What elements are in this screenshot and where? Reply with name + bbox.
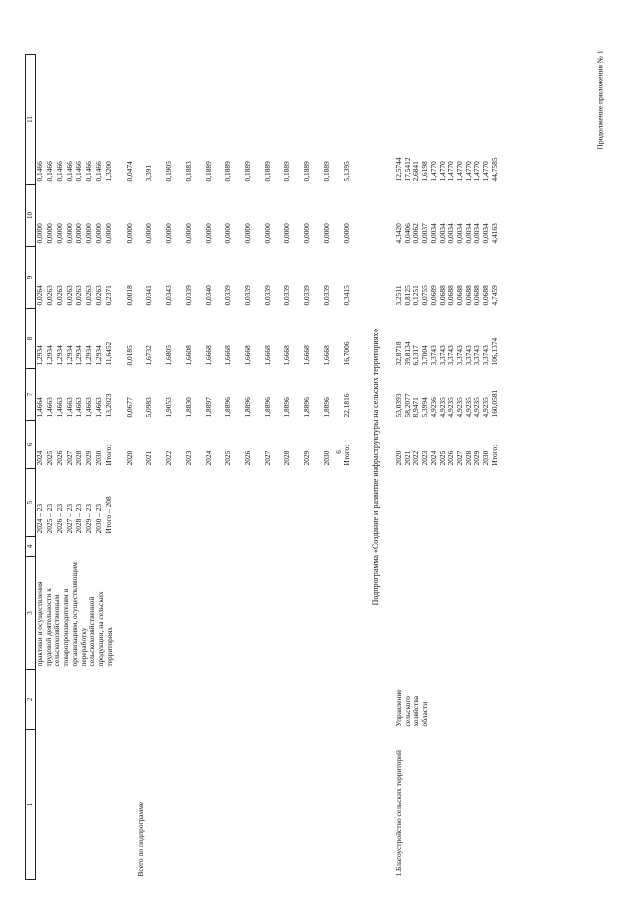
col-header: 6: [26, 421, 36, 469]
indicator-value: Итого – 208: [103, 496, 113, 534]
federal-value: 1,6668: [243, 345, 253, 366]
federal-value: 1,2934: [93, 345, 103, 366]
regional-value: 0,0264: [35, 285, 44, 306]
regional-value: 0,0755: [420, 285, 430, 306]
federal-value: 3,3743: [455, 345, 464, 366]
responsible-executor: Управление сельского хозяйства области: [393, 689, 430, 727]
year-cell: 2028: [74, 450, 84, 466]
total-value: 8,9471: [411, 397, 421, 418]
federal-value: 1,6805: [164, 345, 174, 366]
federal-value: 3,3743: [481, 345, 491, 366]
extrabudget-value: 1,4770: [446, 161, 456, 182]
local-value: 0,0000: [144, 223, 154, 244]
year-cell: 2021: [402, 450, 412, 466]
col-header: 10: [26, 185, 36, 247]
total-value: 13,2023: [103, 393, 113, 418]
local-value: 0,0406: [402, 223, 412, 244]
subprogram-title: Подпрограмма «Создание и развитие инфраструктуры на сельских территориях»: [371, 328, 381, 606]
total-value: 1,8896: [243, 397, 253, 418]
year-cell: 2025: [223, 450, 233, 466]
year-cell: 2023: [420, 450, 430, 466]
col-header: 4: [26, 537, 36, 557]
total-value: 22,1816: [341, 393, 351, 418]
col-header: 8: [26, 309, 36, 369]
local-value: 0,0034: [481, 223, 491, 244]
col-header: 2: [26, 670, 36, 730]
regional-value: 0,0340: [203, 285, 213, 306]
total-value: 1,4663: [84, 397, 94, 418]
year-cell: 2030: [321, 450, 331, 466]
federal-value: 1,6608: [183, 345, 193, 366]
regional-value: 0,0263: [64, 285, 74, 306]
extrabudget-value: 0,1889: [321, 161, 331, 182]
local-value: 0,0000: [44, 223, 54, 244]
extrabudget-value: 1,4770: [463, 161, 473, 182]
extrabudget-value: 0,1466: [35, 161, 44, 182]
local-value: 0,0000: [341, 223, 351, 244]
regional-value: 0,0339: [282, 285, 292, 306]
extrabudget-value: 0,1466: [74, 161, 84, 182]
extrabudget-value: 0,1889: [223, 161, 233, 182]
column-number-row: [26, 55, 36, 880]
federal-value: 1,6668: [321, 345, 331, 366]
regional-value: 0,0341: [144, 285, 154, 306]
indicator-value: 2029 – 23: [84, 503, 94, 534]
total-value: 1,8896: [282, 397, 292, 418]
extrabudget-value: 0,1889: [203, 161, 213, 182]
total-value: 1,8830: [183, 397, 193, 418]
block-rural-improvement: [395, 55, 500, 880]
year-cell: 2022: [164, 450, 174, 466]
extrabudget-value: 0,1466: [54, 161, 64, 182]
extrabudget-value: 1,4770: [481, 161, 491, 182]
local-value: 0,0000: [124, 223, 134, 244]
local-value: 0,0000: [321, 223, 331, 244]
federal-value: 3,3743: [428, 345, 438, 366]
indicator-value: 2027 – 23: [64, 503, 74, 534]
local-value: 0,0034: [472, 223, 482, 244]
col-header: 1: [26, 730, 36, 880]
year-cell: 2023: [183, 450, 193, 466]
col-header: 3: [26, 557, 36, 670]
federal-value: 39,8134: [402, 341, 412, 366]
local-value: 0,0062: [411, 223, 421, 244]
total-value: 4,9236: [428, 397, 438, 418]
regional-value: 0,3415: [341, 285, 351, 306]
extrabudget-value: 1,4770: [437, 161, 447, 182]
extrabudget-value: 12,5744: [393, 157, 403, 182]
indicator-value: 2024 – 23: [35, 503, 44, 534]
year-cell: Итого:: [341, 444, 351, 466]
extrabudget-value: 3,391: [144, 164, 154, 182]
regional-value: 0,0339: [183, 285, 193, 306]
extrabudget-value: 0,1466: [64, 161, 74, 182]
regional-value: 0,2371: [103, 285, 113, 306]
year-cell: 2029: [84, 450, 94, 466]
local-value: 0,0000: [93, 223, 103, 244]
total-value: 1,8896: [321, 397, 331, 418]
year-cell: 2025: [437, 450, 447, 466]
cell-empty: [115, 469, 352, 730]
total-value: 1,4663: [54, 397, 64, 418]
col-header: 5: [26, 469, 36, 537]
federal-value: 1,2934: [35, 345, 44, 366]
extrabudget-value: 44,7585: [489, 157, 499, 182]
local-value: 0,0000: [164, 223, 174, 244]
regional-value: 0,0339: [223, 285, 233, 306]
table-row: [115, 55, 135, 880]
col-header: 7: [26, 369, 36, 421]
year-cell: 2030: [481, 450, 491, 466]
regional-value: 0,0339: [321, 285, 331, 306]
indicator-value: 2028 – 23: [74, 503, 84, 534]
total-value: 1,9053: [164, 397, 174, 418]
local-value: 0,0000: [243, 223, 253, 244]
regional-value: 0,0689: [428, 285, 438, 306]
indicator-value: 2026 – 23: [54, 503, 64, 534]
regional-value: 0,0688: [446, 285, 456, 306]
year-cell: 2027: [262, 450, 272, 466]
total-value: 58,2077: [402, 393, 412, 418]
regional-value: 0,0688: [472, 285, 482, 306]
regional-value: 0,0688: [455, 285, 464, 306]
local-value: 0,0000: [183, 223, 193, 244]
subprogram-total-label: Всего по подпрограмме: [135, 801, 145, 877]
cell-empty: [395, 469, 500, 670]
total-value: 1,4663: [74, 397, 84, 418]
extrabudget-value: 0,1883: [183, 161, 193, 182]
regional-value: 0,0263: [44, 285, 54, 306]
regional-value: 0,0339: [262, 285, 272, 306]
total-value: 4,9235: [455, 397, 464, 418]
local-value: 0,0000: [203, 223, 213, 244]
year-cell: 2024: [203, 450, 213, 466]
indicator-value: 2025 – 23: [44, 503, 54, 534]
rotated-page: [25, 55, 615, 880]
year-cell: 2029: [302, 450, 312, 466]
local-value: 0,0000: [64, 223, 74, 244]
total-value: 4,9235: [437, 397, 447, 418]
year-cell: 2026: [243, 450, 253, 466]
local-value: 0,0037: [420, 223, 430, 244]
total-value: 1,4663: [44, 397, 54, 418]
year-cell: 2026: [54, 450, 64, 466]
extrabudget-value: 0,1889: [282, 161, 292, 182]
federal-value: 1,6668: [302, 345, 312, 366]
year-cell: 2027: [64, 450, 74, 466]
local-value: 0,0000: [103, 223, 113, 244]
year-cell: 2029: [472, 450, 482, 466]
regional-value: 0,0343: [164, 285, 174, 306]
total-value: 4,9235: [446, 397, 456, 418]
cell-empty: [36, 537, 115, 557]
extrabudget-value: 17,5412: [402, 157, 412, 182]
year-cell: 2030: [93, 450, 103, 466]
federal-value: 1,6668: [262, 345, 272, 366]
federal-value: 1,2934: [84, 345, 94, 366]
total-value: 53,0393: [393, 393, 403, 418]
subprogram-heading: [351, 55, 394, 880]
extrabudget-value: 5,1395: [341, 161, 351, 182]
extrabudget-value: 1,4770: [472, 161, 482, 182]
year-cell: 2025: [44, 450, 54, 466]
total-value: 0,0677: [124, 397, 134, 418]
extrabudget-value: 0,0474: [124, 161, 134, 182]
regional-value: 0,0688: [437, 285, 447, 306]
federal-value: 16,7006: [341, 341, 351, 366]
year-cell: 2028: [463, 450, 473, 466]
total-value: 1,4663: [93, 397, 103, 418]
extrabudget-value: 1,3200: [103, 161, 113, 182]
measure-description: практики и осуществления трудовой деятельности к сельскохозяйственным товаропроизводителям и организациям, осуществляющим переработку сельскохозяйственной продукции, на сельских территориях: [35, 562, 114, 667]
year-cell: 2024: [428, 450, 438, 466]
local-value: 0,0000: [74, 223, 84, 244]
regional-value: 4,7459: [489, 285, 499, 306]
regional-value: 0,0263: [74, 285, 84, 306]
regional-value: 0,0688: [481, 285, 491, 306]
regional-value: 0,8125: [402, 285, 412, 306]
federal-value: 3,3743: [463, 345, 473, 366]
total-value: 1,4663: [64, 397, 74, 418]
local-value: 0,0000: [84, 223, 94, 244]
total-value: 4,9235: [463, 397, 473, 418]
extrabudget-value: 0,1905: [164, 161, 174, 182]
total-value: 160,0581: [489, 389, 499, 418]
federal-value: 32,8718: [393, 341, 403, 366]
federal-value: 3,3743: [437, 345, 447, 366]
local-value: 4,3420: [393, 223, 403, 244]
regional-value: 0,1251: [411, 285, 421, 306]
cell-empty: [36, 670, 115, 730]
federal-value: 3,3743: [472, 345, 482, 366]
regional-value: 0,0339: [243, 285, 253, 306]
local-value: 0,0034: [463, 223, 473, 244]
local-value: 0,0000: [282, 223, 292, 244]
year-cell: Итого:: [103, 444, 113, 466]
year-cell: Итого:: [489, 444, 499, 466]
local-value: 0,0034: [446, 223, 456, 244]
regional-value: 0,0018: [124, 285, 134, 306]
year-cell: 2028: [282, 450, 292, 466]
measure-name: 1.Благоустройство сельских территорий: [393, 750, 403, 877]
federal-value: 106,1374: [489, 337, 499, 366]
federal-value: 6,1317: [411, 345, 421, 366]
federal-value: 3,7004: [420, 345, 430, 366]
extrabudget-value: 0,1889: [302, 161, 312, 182]
year-cell: 2020: [393, 450, 403, 466]
year-cell: 2026: [446, 450, 456, 466]
regional-value: 0,0263: [54, 285, 64, 306]
total-value: 5,3994: [420, 397, 430, 418]
page-number: 6: [335, 450, 343, 454]
block-subprogram-total: [115, 55, 352, 880]
extrabudget-value: 0,1466: [84, 161, 94, 182]
col-header: 9: [26, 247, 36, 309]
extrabudget-value: 0,1466: [44, 161, 54, 182]
federal-value: 3,3743: [446, 345, 456, 366]
local-value: 4,4163: [489, 223, 499, 244]
federal-value: 1,6668: [223, 345, 233, 366]
extrabudget-value: 0,1889: [262, 161, 272, 182]
regional-value: 0,0263: [93, 285, 103, 306]
regional-value: 0,0339: [302, 285, 312, 306]
program-table: [25, 54, 500, 880]
local-value: 0,0000: [35, 223, 44, 244]
appendix-note: Продолжение приложения № 1: [595, 50, 605, 150]
regional-value: 3,2511: [393, 285, 403, 306]
year-cell: 2020: [124, 450, 134, 466]
federal-value: 11,6452: [103, 341, 113, 366]
local-value: 0,0034: [455, 223, 464, 244]
local-value: 0,0000: [302, 223, 312, 244]
year-cell: 2022: [411, 450, 421, 466]
year-cell: 2027: [455, 450, 464, 466]
total-value: 5,0983: [144, 397, 154, 418]
local-value: 0,0000: [54, 223, 64, 244]
block-continued-measure: [36, 55, 115, 880]
extrabudget-value: 1,6198: [420, 161, 430, 182]
federal-value: 1,2934: [64, 345, 74, 366]
extrabudget-value: 0,1889: [243, 161, 253, 182]
year-cell: 2021: [144, 450, 154, 466]
total-value: 1,8896: [223, 397, 233, 418]
local-value: 0,0000: [262, 223, 272, 244]
federal-value: 1,2934: [44, 345, 54, 366]
federal-value: 1,2934: [74, 345, 84, 366]
extrabudget-value: 2,6841: [411, 161, 421, 182]
federal-value: 0,0185: [124, 345, 134, 366]
total-value: 1,8896: [302, 397, 312, 418]
local-value: 0,0034: [437, 223, 447, 244]
total-value: 4,9235: [481, 397, 491, 418]
cell-empty: [36, 730, 115, 880]
total-value: 4,9235: [472, 397, 482, 418]
year-cell: 2024: [35, 450, 44, 466]
local-value: 0,0034: [428, 223, 438, 244]
federal-value: 1,2934: [54, 345, 64, 366]
regional-value: 0,0263: [84, 285, 94, 306]
indicator-value: 2030 – 23: [93, 503, 103, 534]
total-value: 1,8896: [262, 397, 272, 418]
regional-value: 0,0688: [463, 285, 473, 306]
local-value: 0,0000: [223, 223, 233, 244]
total-value: 1,8897: [203, 397, 213, 418]
col-header: 11: [26, 55, 36, 185]
extrabudget-value: 1,4770: [428, 161, 438, 182]
federal-value: 1,6668: [282, 345, 292, 366]
extrabudget-value: 0,1466: [93, 161, 103, 182]
federal-value: 1,6732: [144, 345, 154, 366]
total-value: 1,4664: [35, 397, 44, 418]
extrabudget-value: 1,4770: [455, 161, 464, 182]
federal-value: 1,6668: [203, 345, 213, 366]
